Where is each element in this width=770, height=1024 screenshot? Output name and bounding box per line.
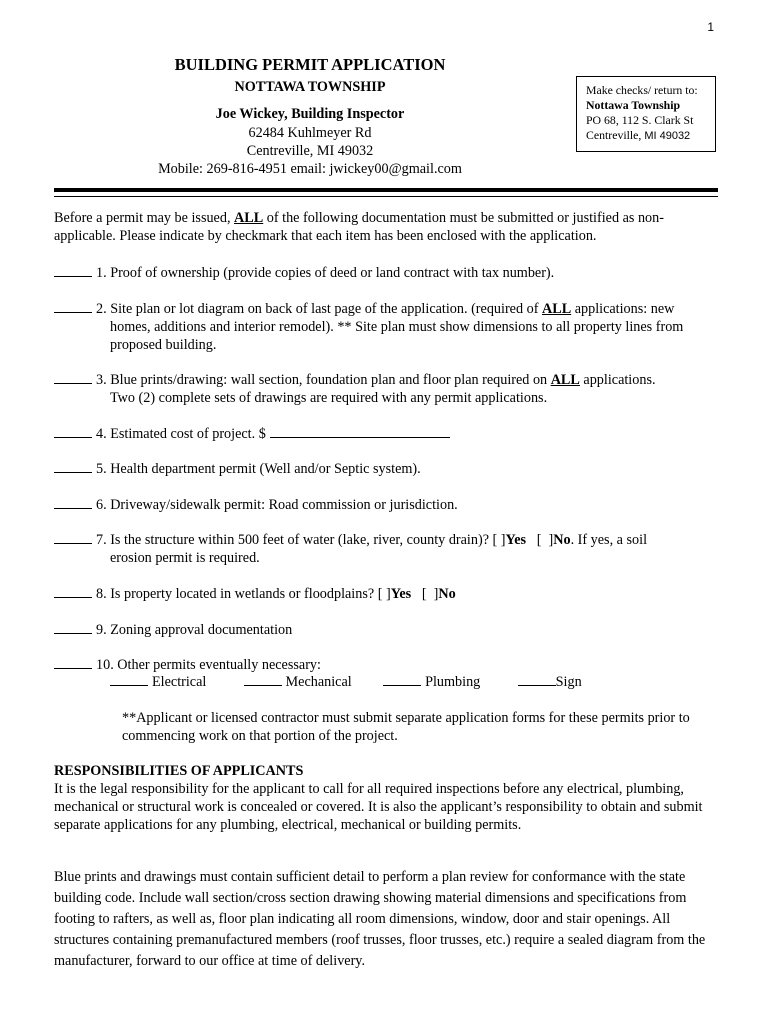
item-8-text-a: 8. Is property located in wetlands or floodplains? [ ] [96, 586, 391, 602]
item-3-emphasis: ALL [550, 372, 580, 388]
item-3-text-c: applications. [579, 372, 656, 388]
responsibilities-heading: RESPONSIBILITIES OF APPLICANTS [54, 763, 304, 779]
item-4-text: 4. Estimated cost of project. $ [96, 426, 266, 442]
permit-sign: Sign [555, 674, 582, 690]
item-2-continuation: homes, additions and interior remodel). ** Site plan must show dimensions to all property lines from proposed building. [110, 319, 684, 353]
township-name: NOTTAWA TOWNSHIP [234, 79, 386, 95]
item-5-text: 5. Health department permit (Well and/or Septic system). [96, 461, 421, 477]
return-box-line-2: Nottawa Township [586, 98, 681, 112]
header-divider-thin [54, 196, 718, 197]
checklist-item-1 [54, 263, 718, 282]
return-box-city: Centreville, [586, 128, 645, 142]
plumbing-check-line[interactable] [383, 672, 421, 686]
item-2-text-c: applications: new [571, 301, 675, 317]
electrical-check-line[interactable] [110, 672, 148, 686]
item-3-text-a: 3. Blue prints/drawing: wall section, foundation plan and floor plan required on [96, 372, 551, 388]
checkbox-line-8[interactable] [54, 584, 92, 598]
checkbox-line-10[interactable] [54, 655, 92, 669]
address-line-2: Centreville, MI 49032 [246, 143, 374, 159]
item-7-text-a: 7. Is the structure within 500 feet of water (lake, river, county drain)? [ ] [96, 532, 506, 548]
document-title: BUILDING PERMIT APPLICATION [174, 55, 446, 74]
checkbox-line-5[interactable] [54, 459, 92, 473]
return-box-line-4 [586, 128, 715, 144]
checkbox-line-7[interactable] [54, 530, 92, 544]
mechanical-check-line[interactable] [244, 672, 282, 686]
page-number: 1 [707, 20, 714, 34]
return-box-state: MI 49032 [644, 130, 691, 142]
checkbox-line-9[interactable] [54, 620, 92, 634]
return-address-box [576, 76, 716, 152]
checklist-item-2 [54, 299, 718, 354]
item-6-text: 6. Driveway/sidewalk permit: Road commission or jurisdiction. [96, 497, 458, 513]
checklist-item-6 [54, 495, 718, 514]
item-2-text-a: 2. Site plan or lot diagram on back of last page of the application. (required of [96, 301, 542, 317]
inspector-name: Joe Wickey, Building Inspector [215, 106, 405, 122]
checklist-item-8 [54, 584, 718, 603]
item-7-yes-option[interactable]: Yes [505, 532, 527, 548]
checklist-item-3 [54, 370, 718, 407]
checkbox-line-1[interactable] [54, 263, 92, 277]
sign-check-line[interactable] [518, 672, 556, 686]
item-8-mid: [ ] [411, 586, 439, 602]
checkbox-line-4[interactable] [54, 424, 92, 438]
intro-emphasis: ALL [234, 210, 264, 226]
checkbox-line-2[interactable] [54, 299, 92, 313]
checkbox-line-3[interactable] [54, 370, 92, 384]
return-box-line-1: Make checks/ return to: [586, 83, 698, 97]
header-divider-thick [54, 188, 718, 192]
item-8-yes-option[interactable]: Yes [390, 586, 412, 602]
checkbox-line-6[interactable] [54, 495, 92, 509]
item-7-no-option[interactable]: No [553, 532, 571, 548]
estimated-cost-field[interactable] [270, 424, 450, 438]
permit-mechanical: Mechanical [285, 674, 352, 690]
checklist-item-9 [54, 620, 718, 639]
item-2-emphasis: ALL [541, 301, 572, 317]
checklist-item-4 [54, 424, 718, 443]
item-10-text: 10. Other permits eventually necessary: [96, 657, 321, 673]
checklist-item-7 [54, 530, 718, 567]
separate-application-note: **Applicant or licensed contractor must submit separate application forms for these permits prior to commencing work on that portion of the project. [122, 710, 690, 744]
intro-text-start: Before a permit may be issued, [54, 210, 235, 226]
intro-paragraph [54, 209, 718, 245]
permit-electrical: Electrical [152, 674, 207, 690]
item-7-text-c: . If yes, a soil [570, 532, 648, 548]
item-8-no-option[interactable]: No [438, 586, 456, 602]
responsibilities-text: It is the legal responsibility for the applicant to call for all required inspections before any electrical, plumbing, mechanical or structural work is concealed or covered. It is also the applicant’s responsibility to obtain and submit separate applications for any plumbing, electrical, mechanical or building permits. [54, 781, 703, 833]
blueprints-paragraph: Blue prints and drawings must contain sufficient detail to perform a plan review for conformance with the state building code. Include wall section/cross section drawing showing material dimensions and specifications from footing to rafters, as well as, floor plan indicating all room dimensions, window, door and stair openings. All structures containing premanufactured members (roof trusses, floor trusses, etc.) require a sealed diagram from the manufacturer, forward to our office at time of delivery. [54, 869, 706, 969]
item-7-continuation: erosion permit is required. [110, 550, 260, 566]
contact-line: Mobile: 269-816-4951 email: jwickey00@gmail.com [158, 161, 462, 177]
item-1-text: 1. Proof of ownership (provide copies of deed or land contract with tax number). [96, 265, 555, 281]
permit-plumbing: Plumbing [425, 674, 481, 690]
other-permits-row [110, 672, 582, 691]
item-3-continuation: Two (2) complete sets of drawings are required with any permit applications. [110, 390, 548, 406]
address-line-1: 62484 Kuhlmeyer Rd [248, 125, 372, 141]
checklist-item-5 [54, 459, 718, 478]
item-7-mid: [ ] [526, 532, 554, 548]
return-box-line-3: PO 68, 112 S. Clark St [586, 113, 694, 127]
item-9-text: 9. Zoning approval documentation [96, 622, 293, 638]
intro-text-end: of the following documentation must be submitted or justified as non-applicable. Please indicate by checkmark that each item has been enclosed with the application. [54, 210, 664, 244]
